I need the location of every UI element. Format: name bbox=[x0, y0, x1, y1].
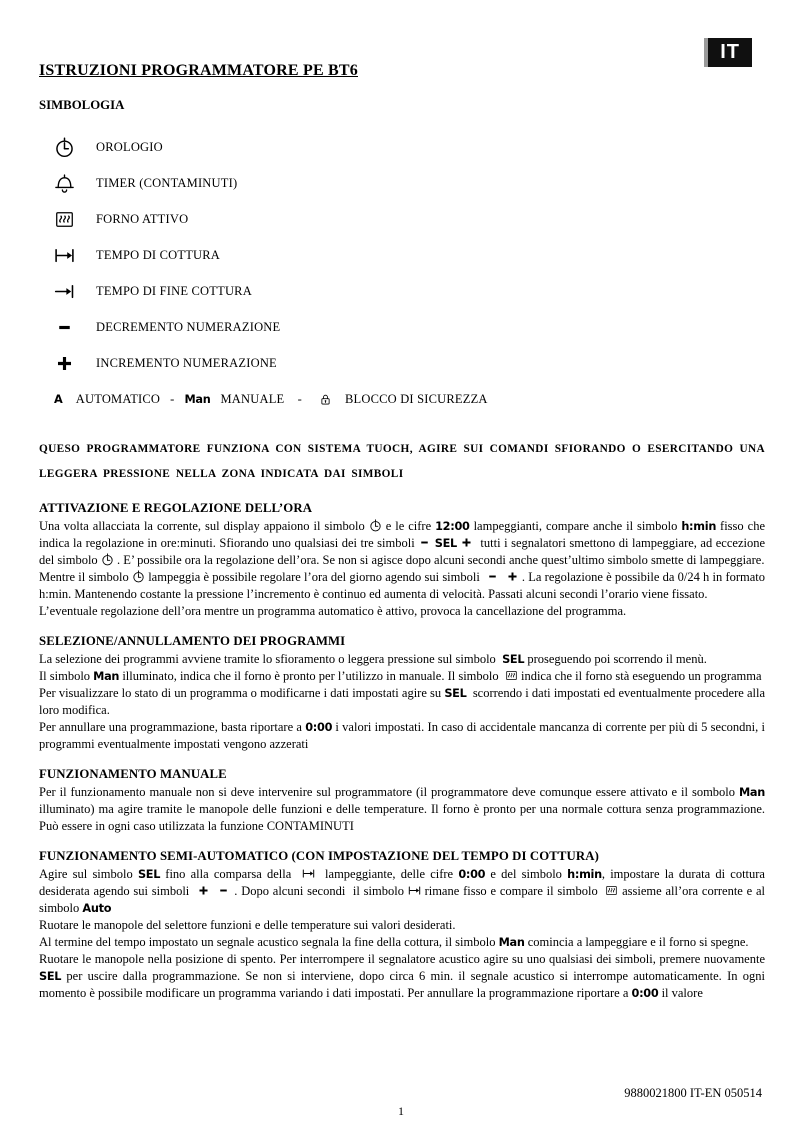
text-run: MANUALE - bbox=[210, 391, 319, 406]
symbol-row-forno bbox=[54, 201, 765, 237]
text-run: Al termine del tempo impostato un segnale acustico segnala la fine della cottura, il simbolo bbox=[39, 935, 499, 949]
text-run: , impostare la durata di cottura desiderata agendo sui simboli bbox=[39, 867, 765, 898]
paragraph bbox=[39, 951, 765, 1002]
display-text: SEL bbox=[434, 537, 457, 550]
touch-system-notice: QUESO PROGRAMMATORE FUNZIONA CON SISTEMA TUOCH, AGIRE SUI COMANDI SFIORANDO O ESERCITANDO UNA LEGGERA PRESSIONE NELLA ZONA INDICATA DAI SIMBOLI bbox=[39, 443, 765, 480]
display-text: h:min bbox=[567, 868, 602, 881]
symbol-label: TIMER (CONTAMINUTI) bbox=[96, 175, 238, 190]
text-run: L’eventuale regolazione dell’ora mentre un programma automatico è attivo, provoca la cancellazione del programma. bbox=[39, 604, 627, 618]
section-heading: FUNZIONAMENTO MANUALE bbox=[39, 767, 227, 781]
symbol-row-modes bbox=[54, 381, 765, 417]
symbol-list bbox=[54, 129, 765, 417]
symbol-label: INCREMENTO NUMERAZIONE bbox=[96, 355, 277, 370]
text-run: proseguendo poi scorrendo il menù. bbox=[524, 652, 707, 666]
text-run: per uscire dalla programmazione. Se non si interviene, dopo circa 6 min. il segnale acustico si interrompe automaticamente. In ogni momento è possibile modificare un programma variando i dati impostati. Per annullare la programmazione riportare a bbox=[39, 969, 765, 1000]
paragraph bbox=[39, 668, 765, 685]
display-text: h:min bbox=[681, 520, 717, 533]
section-semiautomatico bbox=[39, 849, 765, 1002]
text-run bbox=[210, 884, 218, 898]
section-attivazione bbox=[39, 501, 765, 620]
simbologia-heading: SIMBOLOGIA bbox=[39, 98, 125, 112]
text-run: Mentre il simbolo bbox=[39, 570, 132, 584]
text-run: Per il funzionamento manuale non si deve intervenire sul programmatore (il programmatore deve comunque essere attivato e il sombolo bbox=[39, 785, 739, 799]
plus-icon bbox=[506, 570, 519, 583]
language-badge: IT bbox=[704, 38, 752, 67]
paragraph bbox=[39, 784, 765, 835]
page-title: ISTRUZIONI PROGRAMMATORE PE BT6 bbox=[39, 62, 358, 79]
symbol-label: FORNO ATTIVO bbox=[96, 211, 189, 226]
section-manuale bbox=[39, 767, 765, 835]
cook-time-icon bbox=[408, 884, 421, 897]
symbol-row-tempo-cottura bbox=[54, 237, 765, 273]
oven-icon bbox=[605, 884, 618, 897]
display-text: SEL bbox=[39, 970, 62, 983]
text-run: lampeggia è possibile regolare l’ora del giorno agendo sui simboli bbox=[144, 570, 487, 584]
paragraph bbox=[39, 603, 765, 620]
paragraph bbox=[39, 569, 765, 603]
clock-icon bbox=[132, 570, 145, 583]
text-run: scorrendo i dati impostati ed eventualmente procedere alla loro modifica. bbox=[39, 686, 765, 717]
symbol-label: TEMPO DI COTTURA bbox=[96, 247, 221, 262]
text-run: lampeggianti, compare anche il simbolo bbox=[469, 519, 682, 533]
text-run: Per visualizzare lo stato di un programma o modificarne i dati impostati agire su bbox=[39, 686, 445, 700]
symbol-row-decremento bbox=[54, 309, 765, 345]
minus-icon bbox=[486, 570, 499, 583]
section-heading: FUNZIONAMENTO SEMI-AUTOMATICO (CON IMPOSTAZIONE DEL TEMPO DI COTTURA) bbox=[39, 849, 599, 863]
paragraph bbox=[39, 866, 765, 917]
symbol-label: OROLOGIO bbox=[96, 139, 163, 154]
display-text: SEL bbox=[137, 868, 161, 881]
paragraph bbox=[39, 651, 765, 668]
display-text: Man bbox=[738, 786, 765, 799]
paragraph bbox=[39, 685, 765, 719]
text-run: . E’ possibile ora la regolazione dell’ora. Se non si agisce dopo alcuni secondi anche quest’ultimo simbolo smette di lampeggiare. bbox=[113, 553, 765, 567]
text-run: BLOCCO DI SICUREZZA bbox=[331, 391, 488, 406]
text-run: Una volta allacciata la corrente, sul display appaiono il simbolo bbox=[39, 519, 369, 533]
cook-time-icon bbox=[54, 245, 75, 266]
section-heading: SELEZIONE/ANNULLAMENTO DEI PROGRAMMI bbox=[39, 634, 346, 648]
text-run: lampeggiante, delle cifre bbox=[314, 867, 459, 881]
section-heading: ATTIVAZIONE E REGOLAZIONE DELL’ORA bbox=[39, 501, 313, 515]
symbol-icon-slot bbox=[54, 209, 82, 230]
symbol-row-timer bbox=[54, 165, 765, 201]
minus-icon bbox=[54, 317, 75, 338]
symbol-icon-slot bbox=[54, 173, 82, 194]
display-text: Man bbox=[184, 392, 211, 406]
symbol-icon-slot bbox=[54, 317, 82, 338]
symbol-label: TEMPO DI FINE COTTURA bbox=[96, 283, 252, 298]
symbol-icon-slot bbox=[54, 281, 82, 302]
text-run: i valori impostati. In caso di accidentale mancanza di corrente per più di 5 secondni, i programmi eventualmente impostati vengono azzerati bbox=[39, 720, 765, 751]
text-run: e le cifre bbox=[381, 519, 436, 533]
display-text: A bbox=[54, 392, 63, 406]
minus-icon bbox=[418, 536, 431, 549]
text-run: Ruotare le manopole nella posizione di spento. Per interrompere il segnalatore acustico agire su uno qualsiasi dei simboli, premere nuovamente bbox=[39, 952, 765, 966]
display-text: 0:00 bbox=[631, 987, 659, 1000]
symbol-row-orologio bbox=[54, 129, 765, 165]
end-time-icon bbox=[54, 281, 75, 302]
text-run: tutti i segnalatori smettono di lampeggiare, ad eccezione del simbolo bbox=[39, 536, 766, 567]
display-text: Auto bbox=[82, 902, 112, 915]
text-run: il valore bbox=[658, 986, 703, 1000]
display-text: Man bbox=[93, 670, 120, 683]
symbol-icon-slot bbox=[54, 137, 82, 158]
symbol-icon-slot bbox=[54, 245, 82, 266]
text-run: Il simbolo bbox=[39, 669, 94, 683]
display-text: SEL bbox=[444, 687, 467, 700]
paragraph bbox=[39, 518, 765, 569]
symbol-row-incremento bbox=[54, 345, 765, 381]
text-run: illuminato, indica che il forno è pronto per l’utilizzo in manuale. Il simbolo bbox=[119, 669, 505, 683]
text-run: AUTOMATICO - bbox=[62, 391, 185, 406]
plus-icon bbox=[197, 884, 210, 897]
lock-icon bbox=[319, 393, 332, 406]
text-run: Per annullare una programmazione, basta riportare a bbox=[39, 720, 306, 734]
minus-icon bbox=[217, 884, 230, 897]
plus-icon bbox=[460, 536, 473, 549]
text-run: indica che il forno stà eseguendo un programma bbox=[517, 669, 762, 683]
timer-icon bbox=[54, 173, 75, 194]
paragraph bbox=[39, 917, 765, 934]
text-run: fino alla comparsa della bbox=[160, 867, 302, 881]
cook-time-icon bbox=[302, 867, 315, 880]
display-text: 0:00 bbox=[458, 868, 486, 881]
text-run: . La regolazione è possibile da 0/24 h in formato h:min. Mantenendo costante la pressione l’incremento è continuo ed aumenta di velocità. Passati alcuni secondi l’orario viene fissato. bbox=[39, 570, 766, 601]
text-run: illuminato) ma agire tramite le manopole delle funzioni e delle temperature. Il forno è pronto per una normale cottura senza programmazione. Può essere in ogni caso utilizzata la funzione CONTAMINUTI bbox=[39, 802, 765, 833]
display-text: 0:00 bbox=[305, 721, 333, 734]
clock-icon bbox=[54, 137, 75, 158]
display-text: 12:00 bbox=[435, 520, 470, 533]
paragraph bbox=[39, 934, 765, 951]
oven-icon bbox=[54, 209, 75, 230]
display-text: SEL bbox=[502, 653, 525, 666]
clock-icon bbox=[369, 519, 382, 532]
page-number: 1 bbox=[398, 1104, 404, 1118]
document-code: 9880021800 IT-EN 050514 bbox=[624, 1086, 762, 1100]
text-run: e del simbolo bbox=[485, 867, 568, 881]
text-run: fisso che indica la regolazione in ore:minuti. Sfiorando uno qualsiasi dei tre simboli bbox=[39, 519, 765, 550]
symbol-icon-slot bbox=[54, 353, 82, 374]
text-run: comincia a lampeggiare e il forno si spegne. bbox=[524, 935, 749, 949]
paragraph bbox=[39, 719, 765, 753]
text-run: rimane fisso e compare il simbolo bbox=[420, 884, 606, 898]
display-text: Man bbox=[498, 936, 525, 949]
text-run: Ruotare le manopole del selettore funzioni e delle temperature sui valori desiderati. bbox=[39, 918, 456, 932]
text-run: . Dopo alcuni secondi il simbolo bbox=[230, 884, 408, 898]
text-run: Agire sul simbolo bbox=[39, 867, 138, 881]
text-run: La selezione dei programmi avviene tramite lo sfioramento o leggera pressione sul simbolo bbox=[39, 652, 503, 666]
section-selezione bbox=[39, 634, 765, 753]
text-run: assieme all’ora corrente e al simbolo bbox=[39, 884, 766, 915]
symbol-label: DECREMENTO NUMERAZIONE bbox=[96, 319, 281, 334]
clock-icon bbox=[101, 553, 114, 566]
symbol-row-fine-cottura bbox=[54, 273, 765, 309]
plus-icon bbox=[54, 353, 75, 374]
oven-icon bbox=[505, 669, 518, 682]
